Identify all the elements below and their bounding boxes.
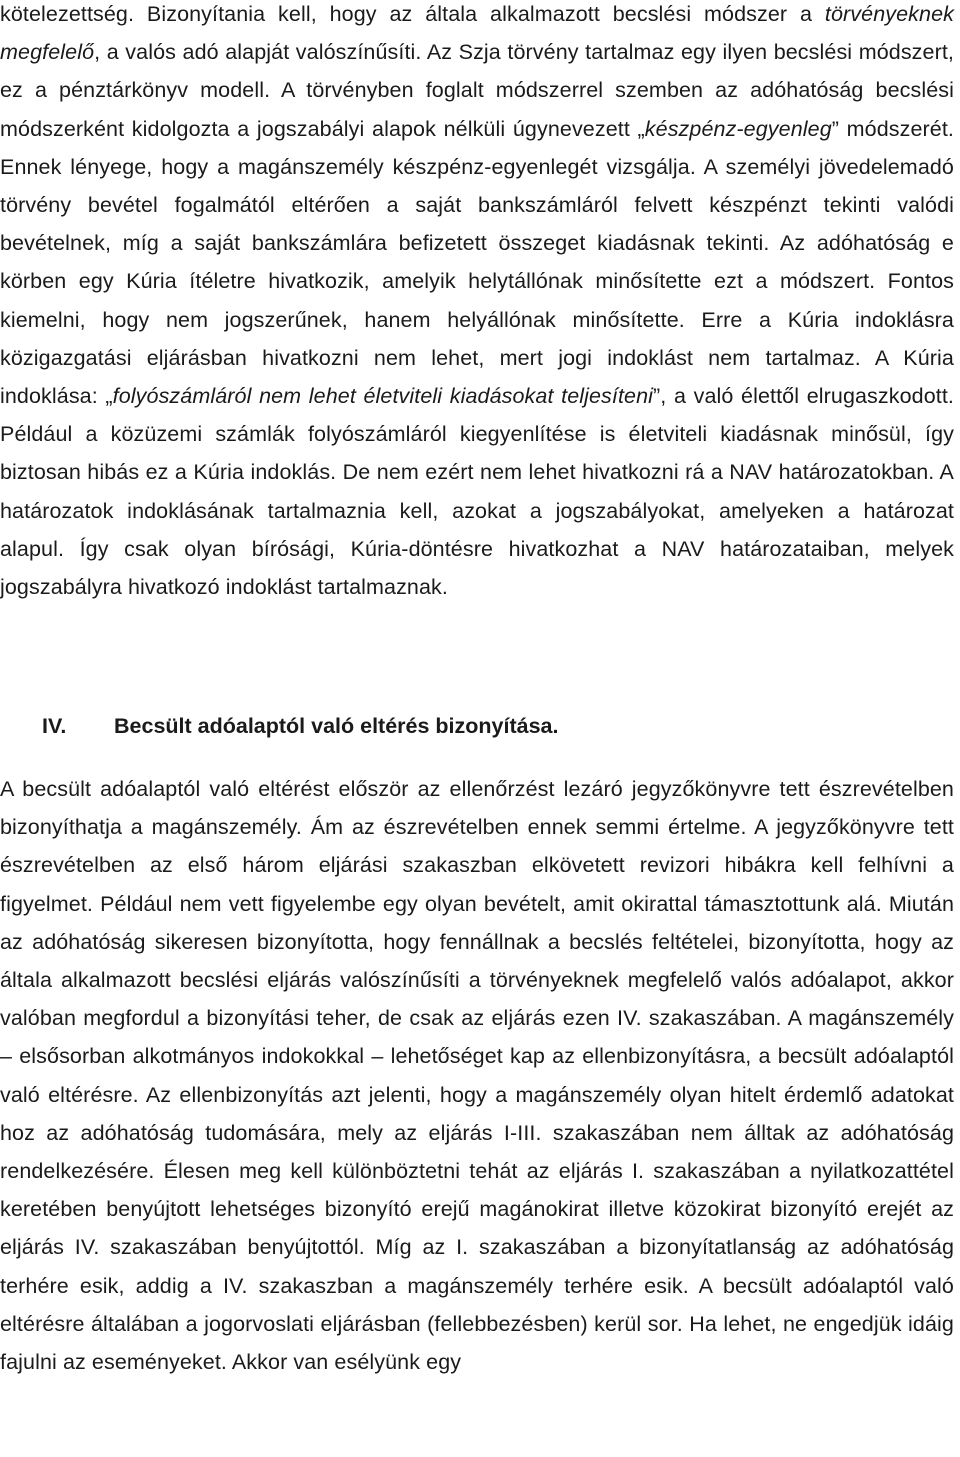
italic-quote: folyószámláról nem lehet életviteli kiadásokat teljesíteni — [112, 384, 654, 409]
text-run: ”, a való élettől elrugaszkodott. Például a közüzemi számlák folyószámláról kiegyenlítése is életviteli kiadásnak minősül, így biztosan hibás ez a Kúria indoklás. De nem ezért nem lehet hivatkozni rá a NAV határozatokban. A határozatok indoklásának tartalmaznia kell, azokat a jogszabályokat, amelyeken a határozat alapul. Így csak olyan bírósági, Kúria-döntésre hivatkozhat a NAV határozataiban, melyek jogszabályra hivatkozó indoklást tartalmaznak. — [0, 384, 955, 600]
body-paragraph — [0, 0, 954, 606]
text-run: ” módszerét. Ennek lényege, hogy a magánszemély készpénz-egyenlegét vizsgálja. A személyi jövedelemadó törvény bevétel fogalmától eltérően a saját bankszámláról felvett készpénzt tekinti valódi bevételnek, míg a saját bankszámlára befizetett összeget kiadásnak tekinti. Az adóhatóság e körben egy Kúria ítéletre hivatkozik, amelyik helytállónak minősítette ezt a módszert. Fontos kiemelni, hogy nem jogszerűnek, hanem helyállónak minősítette. Erre a Kúria indoklásra közigazgatási eljárásban hivatkozni nem lehet, mert jogi indoklást nem tartalmaz. A Kúria indoklása: „ — [0, 116, 954, 409]
text-run: kötelezettség. Bizonyítania kell, hogy az általa alkalmazott becslési módszer a — [0, 2, 825, 26]
section-heading — [0, 706, 954, 746]
section-number: IV. — [42, 714, 67, 738]
italic-emphasis: készpénz-egyenleg — [644, 116, 832, 141]
italic-emphasis: törvényeknek megfelelő — [0, 2, 954, 65]
section-title: Becsült adóalaptól való eltérés bizonyítása. — [114, 714, 559, 738]
text-run: , a valós adó alapját valószínűsíti. Az Szja törvény tartalmaz egy ilyen becslési módszert, ez a pénztárkönyv modell. A törvényben foglalt módszerrel szemben az adóhatóság becslési módszerként kidolgozta a jogszabályi alapok nélküli úgynevezett „ — [0, 40, 954, 141]
body-paragraph: A becsült adóalaptól való eltérést először az ellenőrzést lezáró jegyzőkönyvre tett észrevételben bizonyíthatja a magánszemély. Ám az észrevételben ennek semmi értelme. A jegyzőkönyvre tett észrevételben az első három eljárási szakaszban elkövetett revizori hibákra kell felhívni a figyelmet. Például nem vett figyelembe egy olyan bevételt, amit okirattal támasztottunk alá. Miután az adóhatóság sikeresen bizonyította, hogy fennállnak a becslés feltételei, bizonyította, hogy az általa alkalmazott becslési eljárás valószínűsíti a törvényeknek megfelelő valós adóalapot, akkor valóban megfordul a bizonyítási teher, de csak az eljárás ezen IV. szakaszában. A magánszemély – elsősorban alkotmányos indokokkal – lehetőséget kap az ellenbizonyításra, a becsült adóalaptól való eltérésre. Az ellenbizonyítás azt jelenti, hogy a magánszemély olyan hitelt érdemlő adatokat hoz az adóhatóság tudomására, mely az eljárás I-III. szakaszában nem álltak az adóhatóság rendelkezésére. Élesen meg kell különböztetni tehát az eljárás I. szakaszában a nyilatkozattétel keretében benyújtott lehetséges bizonyító erejű magánokirat illetve közokirat bizonyító erejét az eljárás IV. szakaszában benyújtottól. Míg az I. szakaszában a bizonyítatlanság az adóhatóság terhére esik, addig a IV. szakaszban a magánszemély terhére esik. A becsült adóalaptól való eltérésre általában a jogorvoslati eljárásban (fellebbezésben) kerül sor. Ha lehet, ne engedjük idáig fajulni az eseményeket. Akkor van esélyünk egy — [0, 777, 954, 1375]
